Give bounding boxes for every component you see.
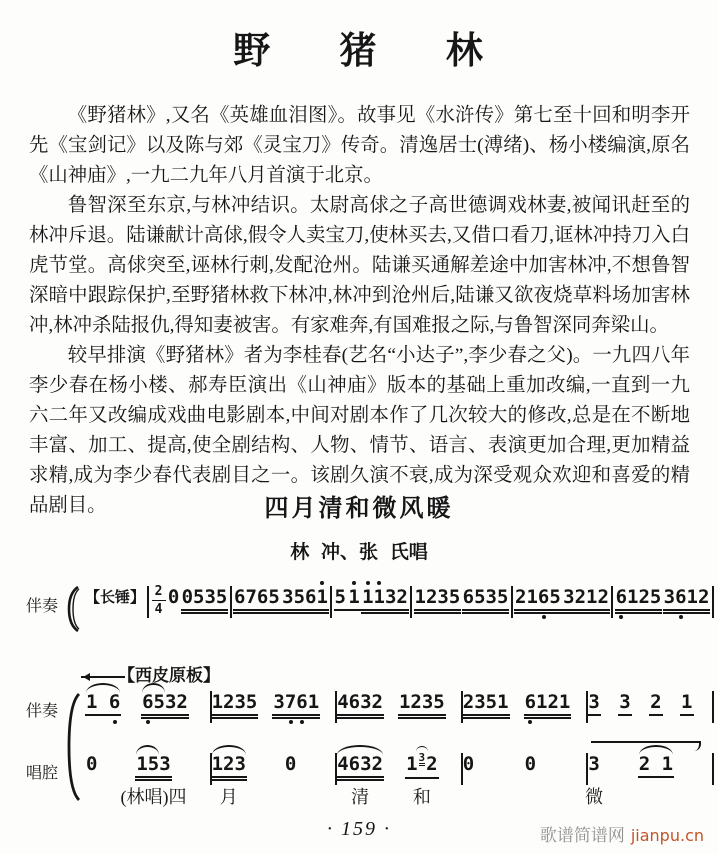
beam-line (272, 714, 320, 716)
beam-line (361, 609, 409, 611)
note-group (650, 692, 661, 719)
vocal-row (337, 751, 463, 807)
barline (410, 586, 412, 618)
notation-el: 0 (524, 753, 537, 775)
beam-line (334, 609, 347, 611)
lyric-text: 月 (219, 787, 238, 807)
note-group (337, 692, 383, 719)
watermark-domain: jianpu.cn (630, 826, 704, 845)
notation-el: 1 (348, 586, 360, 608)
note-group (563, 587, 609, 614)
octave-dot (679, 615, 683, 619)
note-group (588, 692, 599, 719)
notation-line (85, 584, 714, 618)
beam-line (414, 612, 462, 614)
notation-el: 3761 (273, 691, 320, 713)
beam-line (462, 612, 510, 614)
barline (611, 586, 613, 618)
beam-line (141, 714, 189, 716)
note-group (86, 754, 97, 781)
vocal-row (463, 754, 589, 806)
note-group (406, 751, 438, 807)
beam-line (587, 714, 600, 716)
vocal-row (585, 753, 714, 807)
note-group (335, 587, 346, 614)
beam-line (680, 714, 693, 716)
notation-el: 0535 (181, 586, 228, 608)
octave-dot (377, 581, 381, 585)
watermark (540, 821, 704, 846)
synopsis-paragraph: 较早排演《野猪林》者为李桂春(艺名“小达子”,李少春之父)。一九四八年李少春在杨小楼、郝寿臣演出《山神庙》版本的基础上重加改编,一直到一九六二年又改编成戏曲电影剧本,中间对剧本作了几次较大的修改,总是在不断地丰富、加工、提高,使全剧结构、人物、情节、语言、表演更加合理,更加精益求精,成为李少春代表剧目之一。该剧久演不衰,成为深受观众欢迎和喜爱的精品剧目。 (29, 345, 690, 516)
slur (86, 683, 120, 693)
notation-el: 1 6 (86, 691, 121, 713)
note-group (664, 587, 710, 614)
beam-line (663, 609, 711, 611)
beam-line (85, 714, 121, 716)
note-group (415, 587, 461, 614)
notation-el: 0 (86, 753, 98, 775)
note-group (616, 587, 662, 614)
beam-line (398, 717, 446, 719)
notation-el: 6535 (462, 586, 509, 608)
beam-line (649, 714, 662, 716)
notation-el: 0 (167, 586, 180, 608)
banshi-label: 【西皮原板】 (118, 666, 220, 685)
note-group (463, 587, 509, 614)
barline (712, 753, 714, 785)
note-group (525, 692, 571, 719)
octave-dot (352, 581, 356, 585)
notation-el: 4632 (337, 691, 383, 713)
note-group (463, 754, 474, 781)
octave-dot (113, 720, 117, 724)
note-group (282, 587, 328, 614)
page-title: 野 猪 林 (233, 31, 485, 72)
notation-el: 6125 (615, 586, 662, 608)
beam-line (135, 776, 171, 778)
music-system-2 (26, 666, 714, 807)
singers-line: 林 冲、张 氏唱 (290, 542, 428, 563)
beam-line (135, 779, 171, 781)
notation-el: 6765 (234, 586, 280, 608)
notation-el: 1235 (398, 691, 445, 713)
tie-continuation-right (591, 741, 701, 743)
beam-line (336, 779, 384, 781)
note-group (168, 587, 179, 614)
beam-line (524, 714, 572, 716)
beam-line (181, 612, 229, 614)
note-group (515, 587, 561, 614)
notation-el: 1 (681, 691, 693, 713)
notation-el: 3 (588, 691, 600, 713)
lyric-text: 清 (351, 787, 370, 807)
measure (337, 692, 463, 806)
beam-line (272, 717, 320, 719)
beam-line (211, 714, 259, 716)
tie-continuation-left (81, 676, 125, 678)
notation-el: 132 (406, 751, 438, 775)
note-group (273, 692, 319, 719)
time-signature (152, 585, 166, 616)
aria-title: 四月清和微风暖 (264, 496, 454, 522)
note-group (86, 692, 120, 719)
note-group (234, 587, 280, 614)
part-label-vocal: 唱腔 (26, 765, 59, 782)
synopsis-paragraph: 《野猪林》,又名《英雄血泪图》。故事见《水浒传》第七至十回和明李开先《宝剑记》以及陈与郊《灵宝刀》传奇。清逸居士(溥绪)、杨小楼编演,原名《山神庙》,一九二九年八月首演于北京。 (29, 105, 690, 186)
beam-line (233, 609, 281, 611)
beam-line (405, 777, 439, 779)
synopsis-paragraph: 鲁智深至东京,与林冲结识。太尉高俅之子高世德调戏林妻,被闻讯赶至的林冲斥退。陆谦献计高俅,假令人卖宝刀,使林买去,又借口看刀,诓林冲持刀入白虎节堂。高俅突至,诬林行刺,发配沧州。陆谦买通解差途中加害林冲,不想鲁智深暗中跟踪保护,至野猪林救下林冲,林冲到沧州后,陆谦又欲夜烧草料场加害林冲,林冲杀陆报仇,得知妻被害。有家难奔,有国难报之际,与鲁智深同奔梁山。 (29, 195, 690, 336)
beam-line (615, 609, 663, 611)
notation-el: 5 (334, 586, 346, 608)
octave-dot (528, 720, 532, 724)
beam-line (562, 612, 610, 614)
notation-el: 2 (650, 691, 662, 713)
measures (86, 692, 714, 806)
beam-line (233, 612, 281, 614)
measure (585, 691, 714, 807)
octave-dot (366, 581, 370, 585)
note-group (362, 587, 408, 614)
beam-line (181, 609, 229, 611)
beam-line (281, 609, 329, 611)
notation-el: 4 (154, 602, 163, 617)
beam-line (638, 776, 674, 778)
barline (330, 586, 332, 618)
beam-line (211, 776, 247, 778)
measure (463, 692, 589, 806)
notation-el: 4632 (337, 753, 383, 775)
percussion-label: 【长锤】 (85, 590, 146, 606)
notation-el: 123 (211, 753, 246, 775)
vocal-row (86, 754, 212, 806)
notation-el: 3612 (663, 586, 710, 608)
part-label-accompaniment: 伴奏 (26, 703, 59, 720)
note-group (525, 754, 536, 781)
octave-dot (619, 615, 623, 619)
beam-line (211, 779, 247, 781)
beam-line (514, 609, 562, 611)
note-group (337, 753, 383, 807)
lyric-text: (林唱)四 (120, 787, 187, 807)
beam-line (462, 714, 510, 716)
beam-line (524, 717, 572, 719)
beam-line (562, 609, 610, 611)
octave-dot (542, 615, 546, 619)
note-group (399, 692, 445, 719)
beam-line (414, 609, 462, 611)
note-group (585, 753, 604, 807)
notation-el: 3212 (563, 586, 609, 608)
notation-el: 3 (619, 691, 631, 713)
note-group (463, 692, 509, 719)
beam-line (336, 776, 384, 778)
part-labels (26, 692, 66, 802)
vocal-row (212, 754, 338, 806)
note-group (619, 692, 630, 719)
beam-line (141, 717, 189, 719)
notation-el: 2 1 (638, 753, 674, 775)
octave-dot (146, 720, 150, 724)
barline (230, 586, 232, 618)
octave-dot (289, 720, 293, 724)
octave-dot (300, 720, 304, 724)
beam-line (281, 612, 329, 614)
lyric-text: 和 (412, 787, 431, 807)
beam-line (361, 612, 409, 614)
beam-line (663, 612, 711, 614)
grace-note: 3 (418, 751, 426, 764)
note-group (211, 753, 246, 807)
notation-el: 1235 (414, 586, 461, 608)
beam-line (211, 717, 259, 719)
notation-el: 6532 (142, 691, 188, 713)
watermark-site: 歌谱简谱网 (539, 826, 625, 845)
part-label-accompaniment: 伴奏 (26, 598, 59, 615)
notation-el: 1235 (211, 691, 258, 713)
notation-el: 6121 (524, 691, 571, 713)
note-group (120, 753, 187, 807)
note-group (639, 754, 673, 781)
notation-el: 0 (284, 753, 297, 775)
notation-el: 3 (588, 753, 600, 775)
notation-el: 3561 (282, 586, 328, 608)
barline (712, 691, 714, 723)
beam-line (336, 717, 384, 719)
beam-line (615, 612, 663, 614)
notation-el: 2165 (515, 586, 561, 608)
notation-el: 153 (136, 753, 171, 775)
note-group (182, 587, 228, 614)
notation-el: 0 (462, 753, 475, 775)
note-group (681, 692, 692, 719)
note-group (348, 587, 359, 614)
system-bracket-icon (66, 692, 81, 802)
synopsis-block (29, 101, 690, 521)
music-system-1 (26, 585, 714, 633)
note-group (212, 692, 258, 719)
notation-el: 2351 (462, 691, 509, 713)
notation-el: 2 (152, 585, 166, 601)
measure (212, 692, 338, 806)
barline (147, 586, 149, 618)
note-group (285, 754, 296, 781)
measure (86, 692, 212, 806)
beam-line (398, 714, 446, 716)
beam-line (462, 717, 510, 719)
note-group (142, 692, 188, 719)
beam-line (618, 714, 631, 716)
beam-line (347, 609, 360, 611)
barline (511, 586, 513, 618)
beam-line (336, 714, 384, 716)
barline (712, 586, 714, 618)
lyric-text: 微 (585, 787, 604, 807)
octave-dot (320, 581, 324, 585)
system-bracket-icon (66, 585, 80, 633)
page-number: · 159 · (327, 818, 391, 840)
beam-line (462, 609, 510, 611)
accompaniment-row (463, 692, 589, 754)
beam-line (514, 612, 562, 614)
notation-el: 1132 (362, 586, 408, 608)
